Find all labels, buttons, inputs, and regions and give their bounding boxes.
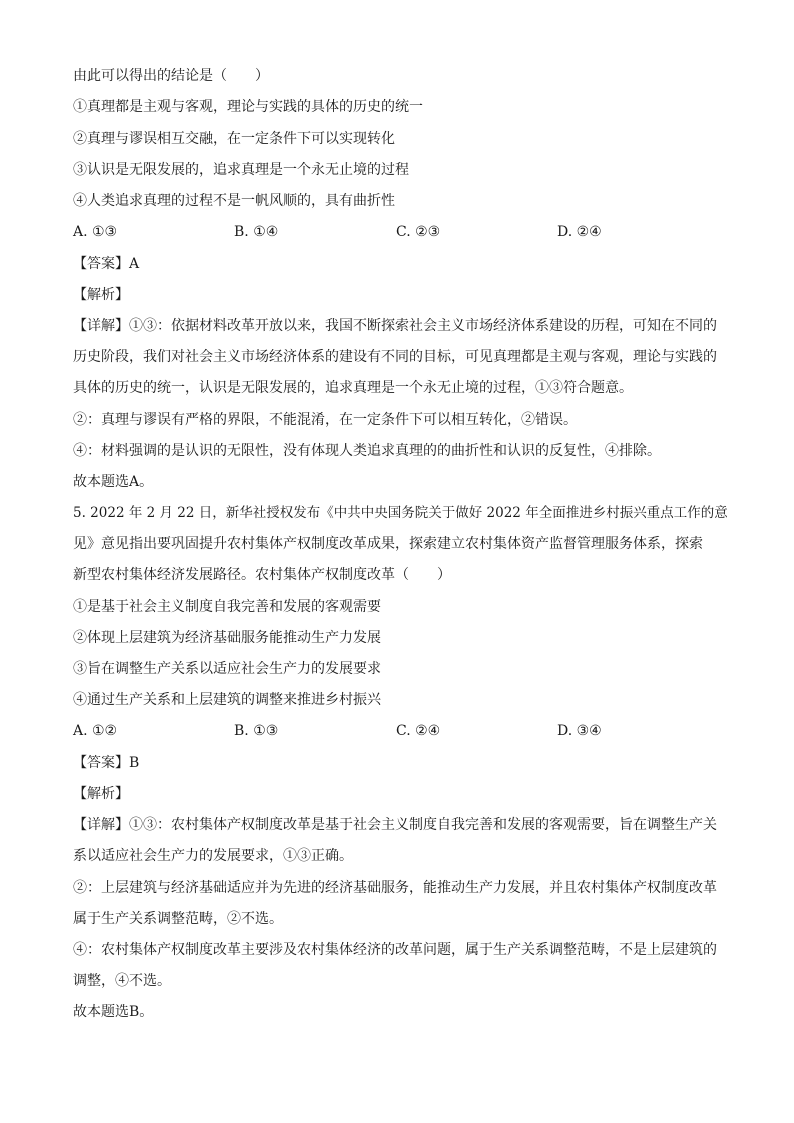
q4-option-a: A. ①③ [73,224,118,240]
q4-item-1: ①真理都是主观与客观，理论与实践的具体的历史的统一 [73,99,423,115]
q4-answer: 【答案】A [73,256,140,272]
q5-item-3: ③旨在调整生产关系以适应社会生产力的发展要求 [73,661,381,677]
q5-detail-line-4: 属于生产关系调整范畴，②不选。 [73,911,283,927]
q5-option-c: C. ②④ [396,723,441,739]
q5-stem-line-2: 见》意见指出要巩固提升农村集体产权制度改革成果，探索建立农村集体资产监督管理服务体系，探索 [73,536,703,552]
q4-conclusion: 故本题选A。 [73,474,154,490]
q5-item-1: ①是基于社会主义制度自我完善和发展的客观需要 [73,599,381,615]
q5-item-4: ④通过生产关系和上层建筑的调整来推进乡村振兴 [73,692,381,708]
q4-detail-line-1: 【详解】①③：依据材料改革开放以来，我国不断探索社会主义市场经济体系建设的历程，可知在不同的 [73,318,717,334]
q5-stem-line-3: 新型农村集体经济发展路径。农村集体产权制度改革（ ） [73,567,451,583]
q5-detail-line-3: ②：上层建筑与经济基础适应并为先进的经济基础服务，能推动生产力发展，并且农村集体产权制度改革 [73,880,717,896]
q5-detail-line-2: 系以适应社会生产力的发展要求，①③正确。 [73,848,353,864]
q4-detail-line-2: 历史阶段，我们对社会主义市场经济体系的建设有不同的目标，可见真理都是主观与客观，理论与实践的 [73,349,717,365]
q4-item-3: ③认识是无限发展的，追求真理是一个永无止境的过程 [73,162,409,178]
q4-stem-tail: 由此可以得出的结论是（ ） [73,68,269,84]
q4-detail-line-4: ②：真理与谬误有严格的界限，不能混淆，在一定条件下可以相互转化，②错误。 [73,412,577,428]
q4-item-4: ④人类追求真理的过程不是一帆风顺的，具有曲折性 [73,193,395,209]
q5-answer: 【答案】B [73,755,140,771]
q4-option-d: D. ②④ [557,224,602,240]
q5-detail-line-6: 调整，④不选。 [73,973,171,989]
q4-detail-line-5: ④：材料强调的是认识的无限性，没有体现人类追求真理的的曲折性和认识的反复性，④排除。 [73,443,661,459]
q5-option-a: A. ①② [73,723,118,739]
q5-item-2: ②体现上层建筑为经济基础服务能推动生产力发展 [73,630,381,646]
q5-detail-line-5: ④：农村集体产权制度改革主要涉及农村集体经济的改革问题，属于生产关系调整范畴，不是上层建筑的 [73,942,717,958]
q5-detail-line-1: 【详解】①③：农村集体产权制度改革是基于社会主义制度自我完善和发展的客观需要，旨在调整生产关 [73,817,717,833]
q5-option-b: B. ①③ [234,723,279,739]
q4-option-c: C. ②③ [396,224,441,240]
q4-item-2: ②真理与谬误相互交融，在一定条件下可以实现转化 [73,131,395,147]
q4-detail-line-3: 具体的历史的统一，认识是无限发展的，追求真理是一个永无止境的过程，①③符合题意。 [73,380,633,396]
q5-option-d: D. ③④ [557,723,602,739]
q5-analysis-label: 【解析】 [73,786,129,802]
q5-stem-line-1: 5. 2022 年 2 月 22 日，新华社授权发布《中共中央国务院关于做好 2022 年全面推进乡村振兴重点工作的意 [73,505,728,521]
q4-option-b: B. ①④ [234,224,279,240]
q5-conclusion: 故本题选B。 [73,1004,154,1020]
q4-analysis-label: 【解析】 [73,287,129,303]
